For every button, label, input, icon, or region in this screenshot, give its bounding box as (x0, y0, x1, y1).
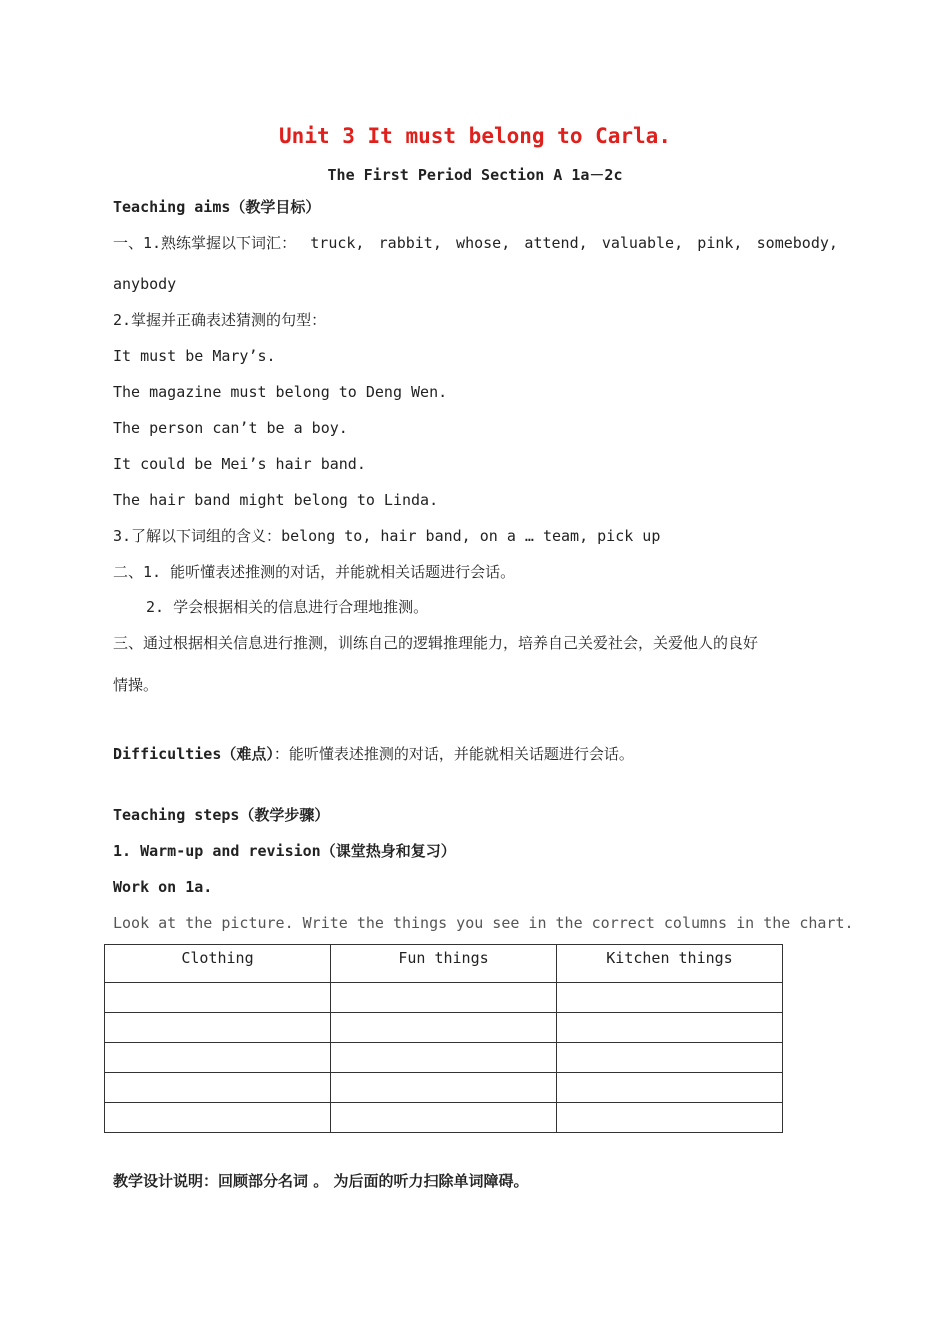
sentence: The magazine must belong to Deng Wen. (113, 383, 448, 401)
aims-heading: Teaching aims（教学目标） (113, 198, 321, 216)
blank-cell[interactable] (105, 1043, 331, 1073)
blank-cell[interactable] (557, 1013, 783, 1043)
blank-cell[interactable] (557, 1103, 783, 1133)
blank-cell[interactable] (557, 1043, 783, 1073)
blank-cell[interactable] (331, 983, 557, 1013)
aim1-word: somebody, (756, 234, 838, 252)
blank-cell[interactable] (331, 1103, 557, 1133)
blank-cell[interactable] (331, 1013, 557, 1043)
aim1-word: valuable, (601, 234, 684, 252)
blank-cell[interactable] (105, 1073, 331, 1103)
table-row (105, 1013, 783, 1043)
aim1-word: pink, (697, 234, 743, 252)
work-on-label: Work on 1a. (113, 878, 213, 896)
table-row (105, 1043, 783, 1073)
part2-item1: 二、1. 能听懂表述推测的对话，并能就相关话题进行会话。 (113, 563, 516, 581)
column-header-clothing: Clothing (105, 945, 331, 983)
aim1-word: rabbit, (378, 234, 442, 252)
part3-text: 三、通过根据相关信息进行推测，训练自己的逻辑推理能力，培养自己关爱社会，关爱他人的良好 (113, 634, 759, 652)
blank-cell[interactable] (557, 1073, 783, 1103)
sentence: The hair band might belong to Linda. (113, 491, 439, 509)
steps-heading: Teaching steps（教学步骤） (113, 806, 330, 824)
aim1-prefix: 一、1.熟练掌握以下词汇： (113, 234, 297, 252)
column-header-fun-things: Fun things (331, 945, 557, 983)
blank-cell[interactable] (105, 1103, 331, 1133)
sentence: It could be Mei’s hair band. (113, 455, 366, 473)
aim2: 2.掌握并正确表述猜测的句型： (113, 311, 327, 329)
aim1-word: whose, (456, 234, 511, 252)
difficulties (113, 744, 634, 764)
aim1-word: truck, (310, 234, 365, 252)
instruction: Look at the picture. Write the things you see in the correct columns in the chart. (113, 914, 854, 932)
table-row (105, 1103, 783, 1133)
sentence: The person can’t be a boy. (113, 419, 348, 437)
difficulties-label: Difficulties（难点） (113, 745, 274, 763)
classification-chart (104, 944, 783, 1133)
step1-heading: 1. Warm-up and revision（课堂热身和复习） (113, 842, 456, 860)
part3-line1 (113, 633, 838, 653)
aim3: 3.了解以下词组的含义：belong to, hair band, on a … team, pick up (113, 527, 661, 545)
aim1-line (113, 233, 838, 253)
aim1-continuation: anybody (113, 275, 177, 293)
blank-cell[interactable] (557, 983, 783, 1013)
blank-cell[interactable] (331, 1073, 557, 1103)
column-header-kitchen-things: Kitchen things (557, 945, 783, 983)
table-row (105, 983, 783, 1013)
aim1-word: attend, (524, 234, 588, 252)
table-row (105, 1073, 783, 1103)
part2-item2: 2. 学会根据相关的信息进行合理地推测。 (146, 598, 429, 616)
chart-header-row (105, 945, 783, 983)
blank-cell[interactable] (331, 1043, 557, 1073)
page-title: Unit 3 It must belong to Carla. (279, 124, 671, 148)
part3-line2: 情操。 (113, 676, 159, 694)
blank-cell[interactable] (105, 983, 331, 1013)
design-note: 教学设计说明：回顾部分名词 。 为后面的听力扫除单词障碍。 (113, 1172, 529, 1190)
page-subtitle: The First Period Section A 1a－2c (327, 166, 623, 184)
sentence: It must be Mary’s. (113, 347, 276, 365)
blank-cell[interactable] (105, 1013, 331, 1043)
difficulties-text: ：能听懂表述推测的对话，并能就相关话题进行会话。 (273, 745, 634, 763)
